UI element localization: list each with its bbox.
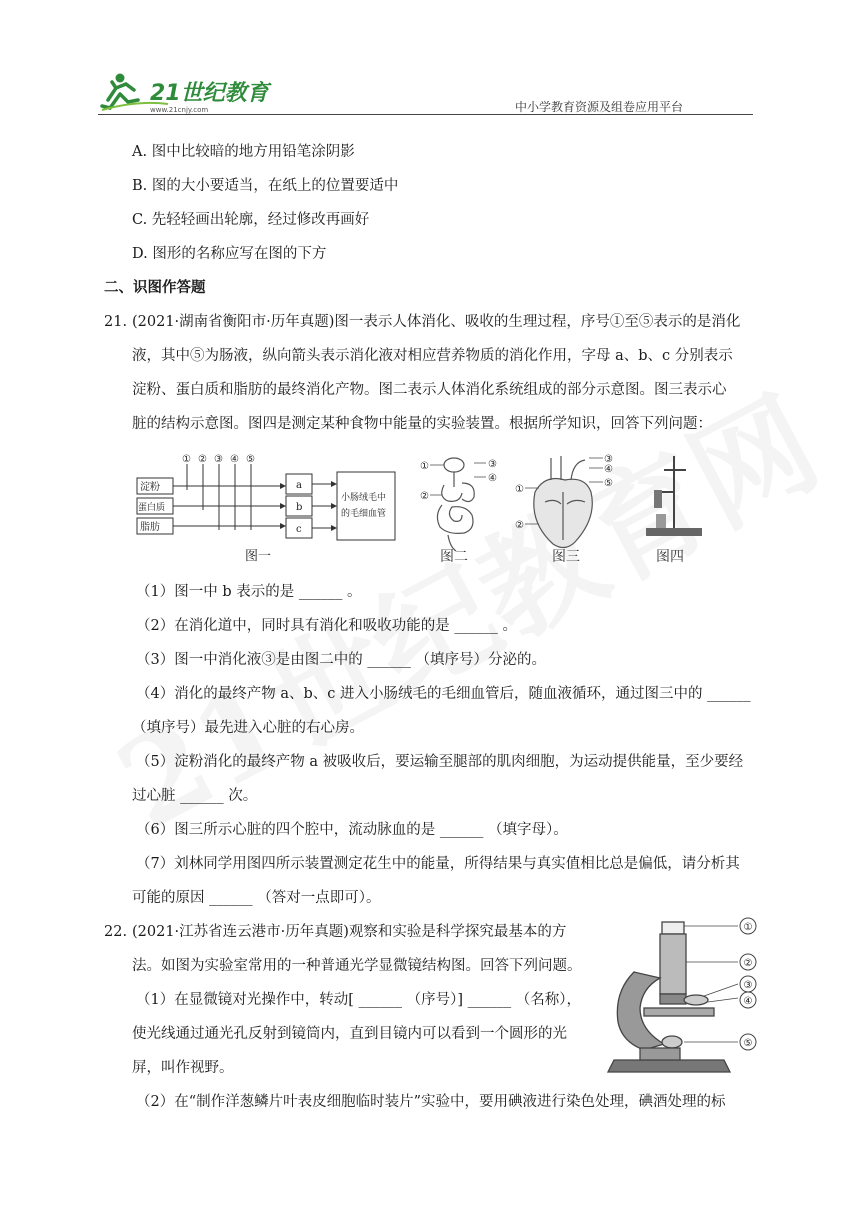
fig2-caption: 图二 bbox=[440, 549, 468, 565]
figure-4-apparatus bbox=[640, 452, 710, 542]
logo-url: www.21cnjy.com bbox=[150, 106, 209, 114]
q21-number: 21. bbox=[104, 314, 128, 330]
q21-sub-5: （5）淀粉消化的最终产物 a 被吸收后，要运输至腿部的肌肉细胞，为运动提供能量，至少要经 bbox=[136, 754, 744, 770]
micro-label-5: ⑤ bbox=[743, 1038, 753, 1049]
fig3-label-2: ② bbox=[515, 520, 524, 531]
logo-icon bbox=[98, 70, 273, 115]
q22-intro-2: 法。如图为实验室常用的一种普通光学显微镜结构图。回答下列问题。 bbox=[132, 958, 582, 974]
q21-sub-6: （6）图三所示心脏的四个腔中，流动脉血的是 ______ （填字母）。 bbox=[136, 822, 568, 838]
micro-label-1: ① bbox=[743, 922, 753, 933]
fig1-num-1: ① bbox=[182, 454, 191, 465]
fig1-num-4: ④ bbox=[230, 454, 239, 465]
fig1-fat: 脂肪 bbox=[140, 522, 160, 533]
q21-intro-4: 脏的结构示意图。图四是测定某种食物中能量的实验装置。根据所学知识，回答下列问题： bbox=[132, 416, 712, 432]
q21-sub-2: （2）在消化道中，同时具有消化和吸收功能的是 ______ 。 bbox=[136, 618, 517, 634]
micro-label-2: ② bbox=[743, 958, 753, 969]
fig3-label-4: ④ bbox=[604, 464, 613, 475]
option-a: A. 图中比较暗的地方用铅笔涂阴影 bbox=[132, 144, 355, 160]
header-divider bbox=[98, 114, 753, 115]
fig2-label-4: ④ bbox=[488, 473, 497, 484]
figure-1-digestion-diagram bbox=[135, 452, 400, 567]
fig1-target-line1: 小肠绒毛中 bbox=[341, 493, 387, 503]
q22-intro-1: (2021·江苏省连云港市·历年真题)观察和实验是科学探究最基本的方 bbox=[132, 924, 567, 940]
q21-sub-5-cont: 过心脏 ______ 次。 bbox=[132, 788, 258, 804]
fig2-label-1: ① bbox=[420, 461, 429, 472]
q21-sub-7-cont: 可能的原因 ______ （答对一点即可）。 bbox=[132, 890, 381, 906]
fig2-label-2: ② bbox=[420, 491, 429, 502]
fig3-caption: 图三 bbox=[552, 549, 580, 565]
fig3-label-5: ⑤ bbox=[604, 478, 613, 489]
option-c: C. 先轻轻画出轮廓，经过修改再画好 bbox=[132, 212, 370, 228]
microscope-figure bbox=[604, 912, 764, 1080]
q21-intro-1: (2021·湖南省衡阳市·历年真题)图一表示人体消化、吸收的生理过程，序号①至⑤表示的是消化 bbox=[132, 314, 741, 330]
micro-label-3: ③ bbox=[743, 980, 753, 991]
q22-sub1-2: 使光线通过通光孔反射到镜筒内，直到目镜内可以看到一个圆形的光 bbox=[132, 1026, 567, 1042]
option-b: B. 图的大小要适当，在纸上的位置要适中 bbox=[132, 178, 399, 194]
q21-sub-1: （1）图一中 b 表示的是 ______ 。 bbox=[136, 584, 362, 600]
fig3-label-1: ① bbox=[515, 484, 524, 495]
micro-label-4: ④ bbox=[743, 996, 753, 1007]
q22-sub1-1: （1）在显微镜对光操作中，转动[ ______ （序号）] ______ （名称）， bbox=[136, 992, 581, 1008]
fig2-label-3: ③ bbox=[488, 459, 497, 470]
fig1-num-3: ③ bbox=[214, 454, 223, 465]
logo-text: 21世纪教育 bbox=[150, 81, 269, 106]
fig1-product-b: b bbox=[296, 502, 303, 513]
q22-number: 22. bbox=[104, 924, 128, 940]
q21-sub-7: （7）刘林同学用图四所示装置测定花生中的能量，所得结果与真实值相比总是偏低，请分析其 bbox=[136, 856, 740, 872]
q21-sub-4: （4）消化的最终产物 a、b、c 进入小肠绒毛的毛细血管后，随血液循环，通过图三中的 ______ bbox=[136, 686, 751, 702]
fig1-num-5: ⑤ bbox=[246, 454, 255, 465]
fig1-starch: 淀粉 bbox=[140, 482, 160, 493]
fig1-caption: 图一 bbox=[245, 549, 272, 564]
option-d: D. 图形的名称应写在图的下方 bbox=[132, 246, 327, 262]
platform-name: 中小学教育资源及组卷应用平台 bbox=[514, 100, 683, 114]
q21-intro-3: 淀粉、蛋白质和脂肪的最终消化产物。图二表示人体消化系统组成的部分示意图。图三表示心 bbox=[132, 382, 727, 398]
fig1-product-c: c bbox=[296, 524, 302, 535]
q22-sub1-3: 屏，叫作视野。 bbox=[132, 1060, 234, 1076]
fig1-num-2: ② bbox=[198, 454, 207, 465]
section-title: 二、识图作答题 bbox=[104, 279, 206, 296]
fig3-label-3: ③ bbox=[604, 454, 613, 465]
fig1-target-line2: 的毛细血管 bbox=[341, 509, 387, 519]
q22-sub2: （2）在“制作洋葱鳞片叶表皮细胞临时装片”实验中，要用碘液进行染色处理，碘酒处理的标 bbox=[136, 1094, 726, 1110]
q21-sub-4-cont: （填序号）最先进入心脏的右心房。 bbox=[132, 720, 364, 736]
fig1-product-a: a bbox=[296, 480, 302, 491]
fig1-protein: 蛋白质 bbox=[138, 503, 166, 513]
page-header bbox=[98, 70, 753, 115]
q21-sub-3: （3）图一中消化液③是由图二中的 ______ （填序号）分泌的。 bbox=[136, 652, 546, 668]
q21-intro-2: 液，其中⑤为肠液，纵向箭头表示消化液对相应营养物质的消化作用，字母 a、b、c 分别表示 bbox=[132, 348, 733, 364]
fig4-caption: 图四 bbox=[656, 549, 684, 565]
